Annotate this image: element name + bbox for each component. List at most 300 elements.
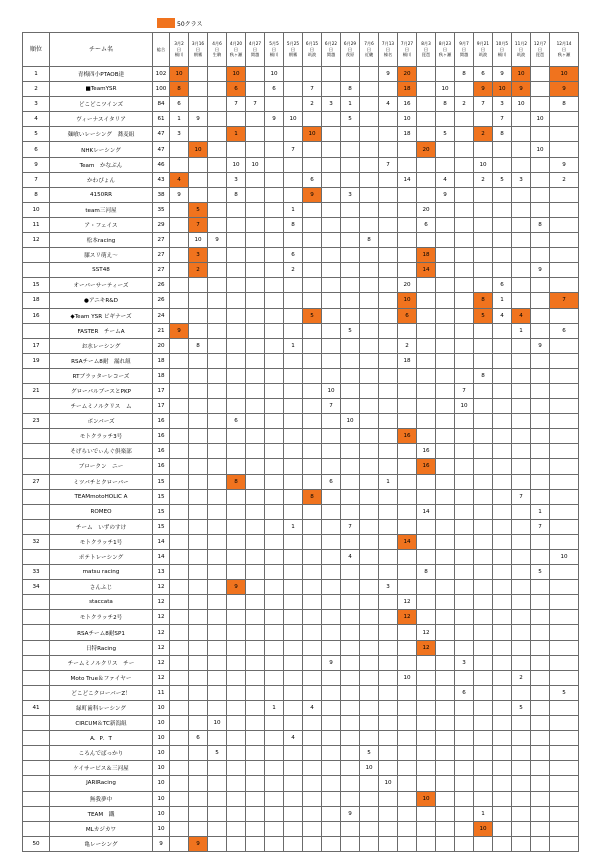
race-points-cell (322, 414, 341, 429)
race-points-cell (265, 97, 284, 112)
race-points-cell: 8 (227, 474, 246, 489)
race-points-cell (379, 278, 398, 293)
race-points-cell (246, 293, 265, 308)
race-points-cell (246, 399, 265, 414)
race-points-cell (474, 550, 493, 565)
race-points-cell: 1 (284, 338, 303, 353)
race-points-cell: 8 (341, 82, 360, 97)
race-points-cell (360, 308, 379, 323)
race-points-cell: 9 (550, 157, 579, 172)
race-points-cell (493, 338, 512, 353)
race-points-cell (189, 700, 208, 715)
race-points-cell (208, 67, 227, 82)
race-points-cell: 1 (531, 504, 550, 519)
race-header-line: 日 (385, 46, 391, 52)
race-points-cell (436, 610, 455, 625)
race-points-cell (341, 716, 360, 731)
race-points-cell (531, 806, 550, 821)
race-points-cell (493, 670, 512, 685)
table-row (23, 821, 579, 836)
race-points-cell: 9 (322, 655, 341, 670)
race-points-cell (170, 595, 189, 610)
race-points-cell (436, 489, 455, 504)
race-points-cell (436, 519, 455, 534)
race-points-cell (512, 157, 531, 172)
total-points-cell: 84 (153, 97, 170, 112)
rank-cell: 16 (23, 308, 50, 323)
race-points-cell (170, 806, 189, 821)
team-name-cell: Team かなぶん (50, 157, 153, 172)
race-points-cell (493, 157, 512, 172)
race-points-cell (493, 217, 512, 232)
race-points-cell (303, 399, 322, 414)
race-points-cell (341, 444, 360, 459)
team-name-cell: ころんでばっかり (50, 746, 153, 761)
total-points-cell: 15 (153, 489, 170, 504)
table-row (23, 655, 579, 670)
race-points-cell (436, 263, 455, 278)
race-points-cell (265, 444, 284, 459)
race-points-cell (265, 142, 284, 157)
race-points-cell (550, 731, 579, 746)
race-points-cell: 10 (170, 67, 189, 82)
race-points-cell: 9 (208, 233, 227, 248)
race-points-cell (379, 248, 398, 263)
race-points-cell (303, 716, 322, 731)
race-points-cell (189, 761, 208, 776)
race-points-cell (189, 565, 208, 580)
total-points-cell: 12 (153, 655, 170, 670)
race-points-cell (493, 716, 512, 731)
team-name-cell: 膝スリ萌え～ (50, 248, 153, 263)
race-points-cell (398, 323, 417, 338)
race-points-cell (379, 172, 398, 187)
rank-cell (23, 550, 50, 565)
race-points-cell (379, 595, 398, 610)
race-points-cell (303, 534, 322, 549)
race-points-cell (512, 338, 531, 353)
race-points-cell (417, 112, 436, 127)
race-points-cell (246, 323, 265, 338)
team-name-cell: 4150RR (50, 187, 153, 202)
race-points-cell (436, 655, 455, 670)
race-points-cell (436, 791, 455, 806)
rank-cell (23, 519, 50, 534)
race-points-cell (303, 278, 322, 293)
race-points-cell (341, 761, 360, 776)
total-points-cell: 14 (153, 550, 170, 565)
rank-cell: 17 (23, 338, 50, 353)
race-points-cell (436, 444, 455, 459)
team-name-cell: モトクラッチ2号 (50, 610, 153, 625)
race-points-cell: 10 (531, 112, 550, 127)
team-name-cell: SST48 (50, 263, 153, 278)
race-points-cell (303, 112, 322, 127)
team-name-cell: チームミノルクリス ム (50, 399, 153, 414)
race-points-cell (303, 640, 322, 655)
race-points-cell: 8 (303, 489, 322, 504)
rank-cell: 21 (23, 383, 50, 398)
race-points-cell (322, 746, 341, 761)
race-points-cell (379, 399, 398, 414)
race-points-cell: 10 (284, 112, 303, 127)
race-header-1 (170, 33, 189, 67)
race-points-cell (208, 474, 227, 489)
race-points-cell (360, 172, 379, 187)
race-points-cell: 9 (474, 82, 493, 97)
table-row (23, 761, 579, 776)
race-header-line: 8月23 (438, 41, 452, 47)
race-points-cell (341, 353, 360, 368)
race-points-cell (493, 806, 512, 821)
race-points-cell (493, 444, 512, 459)
race-points-cell: 1 (512, 323, 531, 338)
race-points-cell (341, 368, 360, 383)
race-points-cell (341, 685, 360, 700)
race-points-cell (284, 429, 303, 444)
race-points-cell (512, 278, 531, 293)
race-points-cell (170, 142, 189, 157)
race-points-cell (265, 217, 284, 232)
race-header-line: 桶川 (402, 52, 412, 58)
race-points-cell (436, 670, 455, 685)
race-points-cell (493, 640, 512, 655)
race-points-cell: 10 (303, 127, 322, 142)
race-points-cell (322, 565, 341, 580)
race-points-cell (474, 474, 493, 489)
race-points-cell (208, 414, 227, 429)
team-name-cell: ボンバーズ (50, 414, 153, 429)
race-points-cell (360, 565, 379, 580)
race-points-cell (398, 746, 417, 761)
race-points-cell (398, 202, 417, 217)
table-row (23, 233, 579, 248)
race-points-cell: 6 (265, 82, 284, 97)
race-points-cell (417, 670, 436, 685)
race-points-cell (322, 610, 341, 625)
race-points-cell: 3 (341, 187, 360, 202)
race-points-cell (284, 308, 303, 323)
race-points-cell (531, 429, 550, 444)
race-points-cell: 5 (208, 746, 227, 761)
rank-cell: 5 (23, 127, 50, 142)
total-points-cell: 10 (153, 806, 170, 821)
race-points-cell (379, 685, 398, 700)
race-points-cell: 10 (550, 67, 579, 82)
race-points-cell: 7 (474, 97, 493, 112)
race-points-cell (436, 429, 455, 444)
race-points-cell: 4 (170, 172, 189, 187)
race-points-cell (436, 821, 455, 836)
race-points-cell (189, 278, 208, 293)
race-points-cell (284, 595, 303, 610)
race-points-cell: 3 (189, 248, 208, 263)
race-header-7 (284, 33, 303, 67)
rank-cell: 2 (23, 82, 50, 97)
total-points-cell: 10 (153, 716, 170, 731)
race-points-cell (322, 202, 341, 217)
race-points-cell (170, 263, 189, 278)
race-points-cell (227, 263, 246, 278)
race-points-cell (436, 504, 455, 519)
race-points-cell (170, 459, 189, 474)
race-points-cell (531, 399, 550, 414)
race-points-cell (227, 821, 246, 836)
race-points-cell: 8 (436, 97, 455, 112)
team-name-cell: モトクラッチ3号 (50, 429, 153, 444)
race-points-cell (322, 761, 341, 776)
race-points-cell: 4 (284, 731, 303, 746)
race-points-cell (341, 670, 360, 685)
race-points-cell: 5 (474, 308, 493, 323)
race-points-cell (208, 112, 227, 127)
race-points-cell (284, 534, 303, 549)
race-points-cell (550, 610, 579, 625)
race-points-cell (227, 731, 246, 746)
race-points-cell (189, 293, 208, 308)
race-points-cell (455, 459, 474, 474)
race-points-cell (360, 217, 379, 232)
race-points-cell (398, 655, 417, 670)
race-points-cell (208, 489, 227, 504)
race-points-cell (436, 323, 455, 338)
race-points-cell (379, 444, 398, 459)
race-points-cell: 8 (493, 127, 512, 142)
race-header-line: 4月27 (248, 41, 262, 47)
race-points-cell (474, 217, 493, 232)
race-points-cell (379, 202, 398, 217)
race-points-cell (265, 746, 284, 761)
rank-cell: 11 (23, 217, 50, 232)
race-points-cell: 10 (398, 293, 417, 308)
standings-table (22, 32, 579, 852)
race-points-cell: 9 (303, 187, 322, 202)
race-points-cell (417, 716, 436, 731)
race-points-cell (227, 489, 246, 504)
race-points-cell (170, 233, 189, 248)
total-points-cell: 26 (153, 293, 170, 308)
team-name-cell: 青梅四小PTAOB達 (50, 67, 153, 82)
race-points-cell: 5 (189, 202, 208, 217)
race-points-cell (170, 746, 189, 761)
race-points-cell (474, 580, 493, 595)
race-points-cell (474, 534, 493, 549)
race-points-cell: 12 (417, 640, 436, 655)
header-row (23, 33, 579, 67)
race-header-line: 日 (271, 46, 277, 52)
race-points-cell (550, 791, 579, 806)
race-points-cell: 12 (398, 595, 417, 610)
race-points-cell (360, 263, 379, 278)
race-points-cell (360, 625, 379, 640)
race-points-cell (322, 791, 341, 806)
race-points-cell (246, 308, 265, 323)
race-points-cell (189, 353, 208, 368)
race-points-cell (303, 263, 322, 278)
race-points-cell (265, 429, 284, 444)
team-name-cell: Moto True＆ファイヤー (50, 670, 153, 685)
race-points-cell (265, 459, 284, 474)
race-points-cell (379, 670, 398, 685)
race-points-cell (360, 504, 379, 519)
rank-cell: 4 (23, 112, 50, 127)
race-points-cell (227, 776, 246, 791)
total-points-cell: 27 (153, 263, 170, 278)
race-points-cell (550, 248, 579, 263)
race-points-cell (398, 489, 417, 504)
race-points-cell: 2 (398, 338, 417, 353)
race-points-cell (284, 414, 303, 429)
race-header-line: 7月13 (381, 41, 395, 47)
race-points-cell (379, 383, 398, 398)
race-points-cell (455, 172, 474, 187)
total-points-cell: 100 (153, 82, 170, 97)
race-points-cell (227, 716, 246, 731)
race-points-cell (455, 670, 474, 685)
team-name-cell: ア・フェイス (50, 217, 153, 232)
race-points-cell (493, 429, 512, 444)
race-points-cell (208, 731, 227, 746)
race-points-cell (474, 187, 493, 202)
race-points-cell (208, 187, 227, 202)
race-points-cell (284, 821, 303, 836)
race-points-cell (398, 399, 417, 414)
race-points-cell (493, 263, 512, 278)
race-points-cell (189, 429, 208, 444)
race-points-cell (284, 67, 303, 82)
race-points-cell (303, 504, 322, 519)
race-points-cell (417, 519, 436, 534)
race-points-cell (360, 127, 379, 142)
race-points-cell (170, 534, 189, 549)
team-name-cell: matsu racing (50, 565, 153, 580)
rank-cell (23, 791, 50, 806)
race-points-cell (512, 716, 531, 731)
race-points-cell (493, 685, 512, 700)
race-header-4 (227, 33, 246, 67)
race-points-cell (341, 202, 360, 217)
race-points-cell (170, 217, 189, 232)
race-points-cell (208, 97, 227, 112)
race-points-cell (379, 821, 398, 836)
race-points-cell (531, 625, 550, 640)
race-points-cell (531, 67, 550, 82)
race-points-cell (208, 504, 227, 519)
race-points-cell (455, 368, 474, 383)
race-points-cell (265, 172, 284, 187)
race-points-cell (360, 67, 379, 82)
race-header-line: 12月7 (533, 41, 547, 47)
race-points-cell (455, 806, 474, 821)
race-points-cell (170, 776, 189, 791)
rank-cell: 3 (23, 97, 50, 112)
team-name-cell: 麺喰いレーシング 蕎麦組 (50, 127, 153, 142)
race-points-cell (398, 474, 417, 489)
race-header-line: 日 (461, 46, 467, 52)
race-points-cell (265, 731, 284, 746)
race-points-cell (379, 565, 398, 580)
race-points-cell (512, 248, 531, 263)
total-points-cell: 15 (153, 474, 170, 489)
race-points-cell (227, 519, 246, 534)
total-points-cell: 13 (153, 565, 170, 580)
race-points-cell (265, 670, 284, 685)
race-header-line: 関越 (326, 52, 336, 58)
race-points-cell (227, 248, 246, 263)
race-points-cell (455, 142, 474, 157)
race-points-cell (322, 670, 341, 685)
race-points-cell (379, 82, 398, 97)
race-points-cell (284, 444, 303, 459)
table-row (23, 519, 579, 534)
rank-cell (23, 716, 50, 731)
race-points-cell (265, 127, 284, 142)
race-header-line: 6月15 (305, 41, 319, 47)
race-points-cell: 10 (474, 821, 493, 836)
race-points-cell (322, 353, 341, 368)
race-points-cell (474, 655, 493, 670)
race-points-cell (189, 444, 208, 459)
race-points-cell (303, 474, 322, 489)
race-points-cell: 5 (303, 308, 322, 323)
race-points-cell (379, 504, 398, 519)
race-points-cell (170, 716, 189, 731)
race-points-cell (341, 293, 360, 308)
table-row (23, 414, 579, 429)
race-points-cell (284, 746, 303, 761)
race-points-cell (493, 791, 512, 806)
race-points-cell (360, 429, 379, 444)
race-points-cell (265, 202, 284, 217)
class-legend (157, 18, 202, 28)
race-header-line: 榛名 (383, 52, 393, 58)
race-points-cell (455, 187, 474, 202)
race-points-cell: 8 (417, 565, 436, 580)
race-points-cell (208, 429, 227, 444)
team-name-cell: かわぴょん (50, 172, 153, 187)
race-points-cell (550, 429, 579, 444)
rank-cell (23, 444, 50, 459)
race-points-cell (170, 504, 189, 519)
race-points-cell (417, 580, 436, 595)
race-points-cell (265, 550, 284, 565)
race-points-cell (284, 836, 303, 851)
race-points-cell (284, 368, 303, 383)
table-row (23, 187, 579, 202)
race-points-cell (284, 716, 303, 731)
race-points-cell (531, 534, 550, 549)
team-name-cell: A．P．T (50, 731, 153, 746)
table-row (23, 429, 579, 444)
race-points-cell: 7 (341, 519, 360, 534)
race-points-cell (436, 716, 455, 731)
race-points-cell (550, 112, 579, 127)
race-points-cell (512, 625, 531, 640)
total-points-cell: 10 (153, 700, 170, 715)
race-points-cell (246, 580, 265, 595)
race-points-cell (265, 565, 284, 580)
race-points-cell (474, 112, 493, 127)
race-points-cell (303, 383, 322, 398)
race-points-cell: 3 (379, 580, 398, 595)
race-points-cell: 8 (360, 233, 379, 248)
race-points-cell (227, 112, 246, 127)
total-points-cell: 16 (153, 414, 170, 429)
race-points-cell (284, 353, 303, 368)
race-points-cell (550, 368, 579, 383)
race-points-cell (398, 776, 417, 791)
race-points-cell (208, 368, 227, 383)
